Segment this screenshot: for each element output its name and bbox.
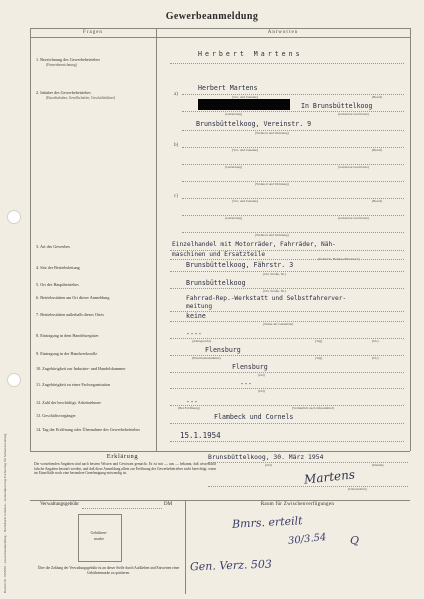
form-title: Gewerbeanmeldung — [165, 11, 259, 22]
answer-1-business-name: Herbert Martens — [198, 50, 303, 58]
printer-sidebar: Bestell-Nr. 1668/60 – Gewerbeanmeldung – Nachdruck verboten – Gemeindeverlag Fachverlag für Selbstverwaltung — [3, 433, 7, 593]
punch-hole-bottom — [7, 373, 21, 387]
handwritten-note-3: Q — [350, 534, 360, 547]
question-5: 5. Ort des Hauptbetriebes — [36, 282, 79, 287]
owner-a-birthplace: In Brunsbüttelkoog — [301, 102, 373, 110]
question-9: 9. Eintragung in der Handwerksrolle — [36, 351, 98, 356]
question-6: 6. Betriebsstätten am Ort dieser Anmeldung — [36, 295, 110, 300]
answer-4: Brunsbüttelkoog, Fährstr. 3 — [186, 261, 294, 269]
place-date: Brunsbüttelkoog, 30. März 1954 — [208, 453, 324, 461]
handwritten-note-2: 30/3.54 — [287, 532, 327, 547]
question-11: 11. Zugehörigkeit zu einer Fachorganisation — [36, 382, 111, 387]
declaration-text: Die vorstehenden Angaben sind nach bestem Wissen und Gewissen gemacht. Es ist mir — uns — bekannt, daß wissentlich falsche Angaben bestraft werden, und daß diese Anmeldung allein zur Eröffnung des Gewerbebetriebes nicht berechtigt, wenn im Einzelfalle noch eine besondere Genehmigung notwendig ist. — [34, 462, 216, 476]
form-page: Gewerbeanmeldung Fragen Antworten 1. Bezeichnung des Gewerbebetriebes (Firmenbezeichnung) 2. Inhaber des Gewerbebetriebes (Einzelinhaber, Gesellschafter, Geschäftsführer) 3. Art des Gewerbes 4. Sitz der Betriebsleitung 5. Ort des Hauptbetriebes 6. Betriebsstätten am Ort dieser Anmeldung 7. Betriebsstätten außerhalb dieses Ortes 8. Eintragung in dem Handelsregister 9. Eintragung in der Handwerksrolle 10. Zugehörigkeit zur Industrie- und Handelskammer 11. Zugehörigkeit zu einer Fachorganisation 12. Zahl der beschäftigt. Arbeitnehmer 13. Geschäftsvorgänger 14. Tag der Eröffnung oder Übernahme des Gewerbebetriebes Herbert Martens a) Herbert Martens (Vor- und Zuname) (Beruf) In Brunsbüttelkoog (Geburtstag) (Geburtsort und Kreis) Brunsbüttelkoog, Vereinstr. 9 (Wohnort und Wohnung) b) (Vor- und Zuname) (Beruf) (Geburtstag) (Geburtsort und Kreis) (Wohnort und Wohnung) c) (Vor- und Zuname) (Beruf) (Geburtstag) (Geburtsort und Kreis) (Wohnort und Wohnung) Einzelhandel mit Motorräder, Fahrräder, Näh- maschinen und Ersatzteile (Industrie, Handel, Handwerk) Brunsbüttelkoog, Fährstr. 3 (Ort, Straße, Nr.) Brunsbüttelkoog (Ort, Straße, Nr.) Fahrrad-Rep.-Werkstatt und Selbstfahrerver- meitung keine (Name der Gemeinde) ---- (Amtsgericht) (Tag) (Nr.) Flensburg (Handwerkskammer) (Tag) (Nr.) Flensburg (Ort) --- (Ort) --- (Bei Eröffnung) (Vermutlich nach Jahresmittel) Flambeck und Cornels 15.1.1954 Erklärung Die vorstehenden Angaben sind nach bestem Wissen und Gewissen gemacht. Es ist mir — uns — bekannt, daß wissentlich falsche Angaben bestraft werden, und daß diese Anmeldung allein zur Eröffnung des Gewerbebetriebes nicht berechtigt, wenn im Einzelfalle noch eine besondere Genehmigung notwendig ist. Brunsbüttelkoog, 30. März 1954 (Ort) (Datum) Martens (Unterschrift) Verwaltungsgebühr DM Gebühren- marke Über die Zahlung der Verwaltungsgebühr ist an dieser Stelle durch Aufkleben und Entwerten einer Gebührenmarke zu quittieren. Raum für Zwischenverfügungen Bmrs. erteilt 30/3.54 Q Gen. Verz. 503 Bestell-Nr. 1668/60 – Gewerbeanmeldung – Nachdruck verboten – Gemeindeverlag Fachverlag für Selbstverwaltung — [0, 0, 424, 599]
question-14: 14. Tag der Eröffnung oder Übernahme des Gewerbebetriebes — [36, 427, 140, 432]
answer-3-line2: maschinen und Ersatzteile — [172, 251, 266, 258]
handwritten-note-1: Bmrs. erteilt — [231, 514, 303, 531]
question-3: 3. Art des Gewerbes — [36, 244, 70, 249]
column-header-questions: Fragen — [83, 30, 103, 35]
declaration-title: Erklärung — [106, 453, 139, 460]
handwritten-note-4: Gen. Verz. 503 — [189, 557, 273, 574]
answer-5: Brunsbüttelkoog — [186, 279, 246, 287]
owner-a-address: Brunsbüttelkoog, Vereinstr. 9 — [196, 120, 312, 128]
answer-8: ---- — [186, 330, 202, 338]
answer-13: Flambeck und Cornels — [214, 413, 294, 421]
question-12: 12. Zahl der beschäftigt. Arbeitnehmer — [36, 400, 101, 405]
answer-7: keine — [186, 312, 206, 320]
fee-note: Über die Zahlung der Verwaltungsgebühr ist an dieser Stelle durch Aufkleben und Entwerten einer Gebührenmarke zu quittieren. — [37, 566, 180, 575]
fee-currency: DM — [164, 502, 173, 507]
question-2: 2. Inhaber des Gewerbebetriebes (Einzelinhaber, Gesellschafter, Geschäftsführer) — [36, 90, 116, 100]
answer-11: --- — [240, 380, 252, 388]
punch-hole-top — [7, 210, 21, 224]
question-8: 8. Eintragung in dem Handelsregister — [36, 333, 99, 338]
answer-6-line1: Fahrrad-Rep.-Werkstatt und Selbstfahrerver- — [186, 295, 347, 302]
redacted-birthdate — [198, 99, 290, 110]
answer-14: 15.1.1954 — [180, 431, 221, 440]
fee-label: Verwaltungsgebühr — [40, 502, 79, 507]
owner-signature: Martens — [303, 467, 356, 487]
answer-10: Flensburg — [232, 363, 268, 371]
answer-9: Flensburg — [205, 346, 241, 354]
owner-a-name: Herbert Martens — [198, 84, 258, 92]
answer-12: --- — [186, 398, 198, 406]
question-4: 4. Sitz der Betriebsleitung — [36, 265, 80, 270]
answer-3-line1: Einzelhandel mit Motorräder, Fahrräder, Näh- — [172, 241, 336, 248]
reserved-title: Raum für Zwischenverfügungen — [260, 502, 335, 507]
column-header-answers: Antworten — [267, 30, 299, 35]
answer-6-line2: meitung — [186, 303, 213, 310]
question-1: 1. Bezeichnung des Gewerbebetriebes (Firmenbezeichnung) — [36, 57, 100, 67]
question-10: 10. Zugehörigkeit zur Industrie- und Handelskammer — [36, 366, 126, 371]
question-13: 13. Geschäftsvorgänger — [36, 413, 76, 418]
question-7: 7. Betriebsstätten außerhalb dieses Ortes — [36, 312, 105, 317]
